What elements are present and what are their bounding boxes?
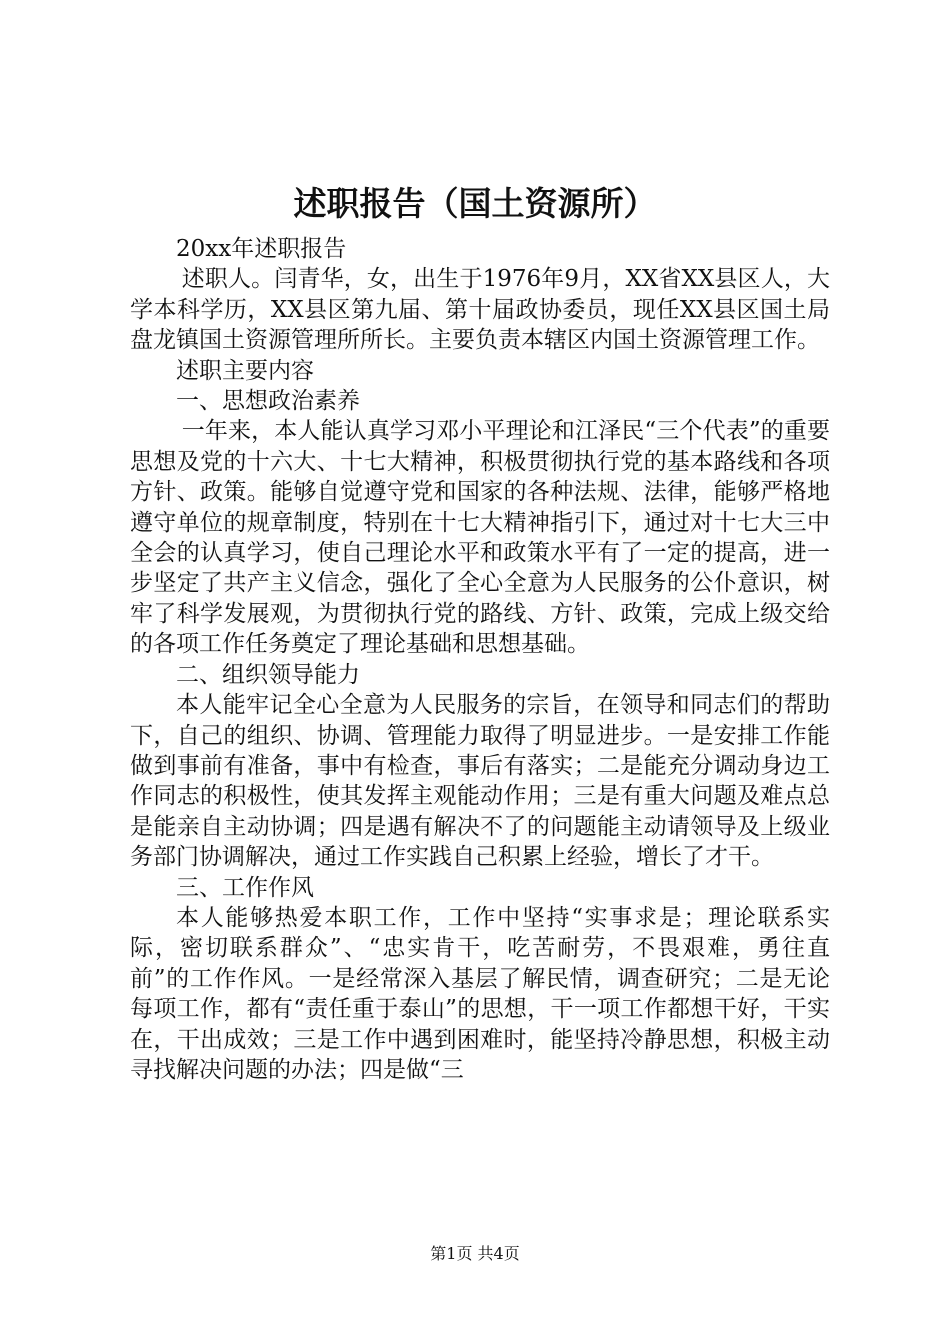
report-subtitle: 20xx年述职报告 bbox=[176, 236, 347, 262]
document-body bbox=[130, 234, 830, 1085]
section-text-1: 一年来，本人能认真学习邓小平理论和江泽民“三个代表”的重要思想及党的十六大、十七大精神，积极贯彻执行党的基本路线和各项方针、政策。能够自觉遵守党和国家的各种法规、法律，能够严格地遵守单位的规章制度，特别在十七大精神指引下，通过对十七大三中全会的认真学习，使自己理论水平和政策水平有了一定的提高，进一步坚定了共产主义信念，强化了全心全意为人民服务的公仆意识，树牢了科学发展观，为贯彻执行党的路线、方针、政策，完成上级交给的各项工作任务奠定了理论基础和思想基础。 bbox=[130, 418, 830, 658]
document-title: 述职报告（国土资源所） bbox=[293, 184, 657, 223]
section-heading-3: 三、工作作风 bbox=[176, 874, 314, 901]
intro-paragraph: 述职人。闫青华，女，出生于1976年9月，XX省XX县区人，大学本科学历，XX县区第九届、第十届政协委员，现任XX县区国土局盘龙镇国土资源管理所所长。主要负责本辖区内国土资源管理工作。 bbox=[130, 266, 830, 354]
page-number: 第1页 共4页 bbox=[430, 1244, 520, 1263]
section-text-2: 本人能牢记全心全意为人民服务的宗旨，在领导和同志们的帮助下，自己的组织、协调、管理能力取得了明显进步。一是安排工作能做到事前有准备，事中有检查，事后有落实；二是能充分调动身边工作同志的积极性，使其发挥主观能动作用；三是有重大问题及难点总是能亲自主动协调；四是遇有解决不了的问题能主动请领导及上级业务部门协调解决，通过工作实践自己积累上经验，增长了才干。 bbox=[130, 692, 830, 871]
section-text-3: 本人能够热爱本职工作，工作中坚持“实事求是；理论联系实际，密切联系群众”、“忠实肯干，吃苦耐劳，不畏艰难，勇往直前”的工作作风。一是经常深入基层了解民情，调查研究；二是无论每项工作，都有“责任重于泰山”的思想，干一项工作都想干好，干实在，干出成效；三是工作中遇到困难时，能坚持冷静思想，积极主动寻找解决问题的办法；四是做“三 bbox=[130, 904, 830, 1083]
section-heading-2: 二、组织领导能力 bbox=[176, 661, 360, 688]
contents-heading: 述职主要内容 bbox=[176, 357, 314, 384]
section-heading-1: 一、思想政治素养 bbox=[176, 388, 360, 415]
